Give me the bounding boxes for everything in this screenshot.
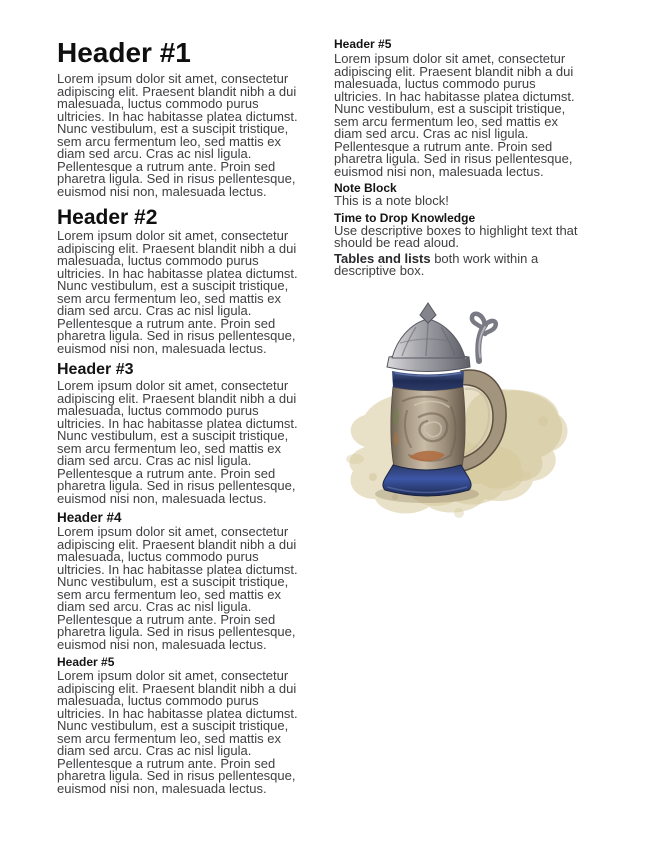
lid-finial (420, 303, 436, 323)
header-3-heading: Header #3 (57, 361, 134, 378)
paragraph: Lorem ipsum dolor sit amet, consectetur adipiscing elit. Praesent blandit nibh a dui malesuada, luctus commodo purus ultricies. In hac habitasse platea dictumst. Nunc vestibulum, est a suscipit tristique, sem arcu fermentum leo, sed mattis ex diam sed arcu. Cras ac nisl ligula. Pellentesque a rutrum ante. Proin sed pharetra ligula. Sed in risus pellentesque, euismod nisi non, malesuada lectus. (334, 51, 575, 179)
beer-stein-image (337, 299, 577, 529)
paragraph: Lorem ipsum dolor sit amet, consectetur adipiscing elit. Praesent blandit nibh a dui malesuada, luctus commodo purus ultricies. In hac habitasse platea dictumst. Nunc vestibulum, est a suscipit tristique, sem arcu fermentum leo, sed mattis ex diam sed arcu. Cras ac nisl ligula. Pellentesque a rutrum ante. Proin sed pharetra ligula. Sed in risus pellentesque, euismod nisi non, malesuada lectus. (57, 71, 298, 199)
lid-thumb-lever (472, 313, 496, 360)
beer-stein-illustration (337, 299, 577, 529)
paragraph: Lorem ipsum dolor sit amet, consectetur adipiscing elit. Praesent blandit nibh a dui malesuada, luctus commodo purus ultricies. In hac habitasse platea dictumst. Nunc vestibulum, est a suscipit tristique, sem arcu fermentum leo, sed mattis ex diam sed arcu. Cras ac nisl ligula. Pellentesque a rutrum ante. Proin sed pharetra ligula. Sed in risus pellentesque, euismod nisi non, malesuada lectus. (57, 378, 298, 506)
header-2-heading: Header #2 (57, 206, 158, 229)
paragraph: Lorem ipsum dolor sit amet, consectetur adipiscing elit. Praesent blandit nibh a dui malesuada, luctus commodo purus ultricies. In hac habitasse platea dictumst. Nunc vestibulum, est a suscipit tristique, sem arcu fermentum leo, sed mattis ex diam sed arcu. Cras ac nisl ligula. Pellentesque a rutrum ante. Proin sed pharetra ligula. Sed in risus pellentesque, euismod nisi non, malesuada lectus. (57, 524, 298, 652)
header-4-heading: Header #4 (57, 510, 122, 525)
stein-foot (383, 465, 471, 496)
stein-lid (387, 303, 470, 372)
header-5-heading: Header #5 (57, 655, 115, 669)
knowledge-text: Use descriptive boxes to highlight text that should be read aloud. (334, 222, 578, 250)
tables-lists-text (334, 250, 584, 278)
tables-lists-rest: both work within a descriptive box. (334, 250, 539, 278)
note-block-text: This is a note block! (334, 193, 449, 208)
paragraph: Lorem ipsum dolor sit amet, consectetur adipiscing elit. Praesent blandit nibh a dui malesuada, luctus commodo purus ultricies. In hac habitasse platea dictumst. Nunc vestibulum, est a suscipit tristique, sem arcu fermentum leo, sed mattis ex diam sed arcu. Cras ac nisl ligula. Pellentesque a rutrum ante. Proin sed pharetra ligula. Sed in risus pellentesque, euismod nisi non, malesuada lectus. (57, 228, 298, 356)
tables-lists-bold-lead: Tables and lists (334, 250, 431, 266)
left-column (57, 38, 307, 795)
header-1-heading: Header #1 (57, 37, 191, 68)
paragraph: Lorem ipsum dolor sit amet, consectetur adipiscing elit. Praesent blandit nibh a dui malesuada, luctus commodo purus ultricies. In hac habitasse platea dictumst. Nunc vestibulum, est a suscipit tristique, sem arcu fermentum leo, sed mattis ex diam sed arcu. Cras ac nisl ligula. Pellentesque a rutrum ante. Proin sed pharetra ligula. Sed in risus pellentesque, euismod nisi non, malesuada lectus. (57, 668, 298, 796)
knowledge-title: Time to Drop Knowledge (334, 210, 476, 225)
note-block-title: Note Block (334, 181, 397, 195)
right-column (334, 38, 584, 795)
header-5-heading-right: Header #5 (334, 37, 392, 51)
